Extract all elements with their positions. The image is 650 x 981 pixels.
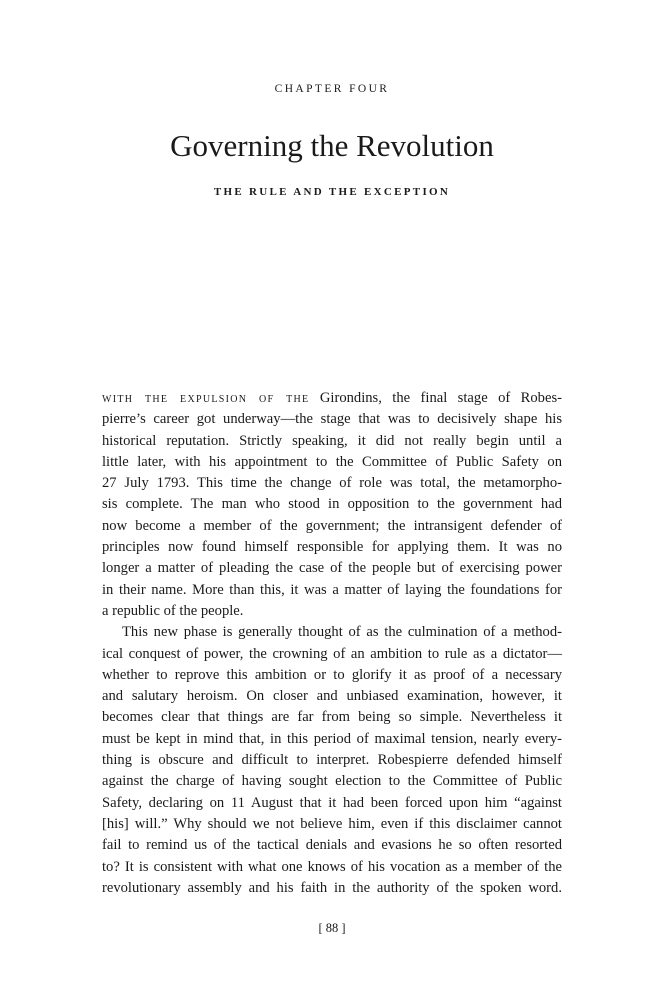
chapter-title: Governing the Revolution bbox=[170, 128, 494, 163]
text-line: longer a matter of pleading the case of the people but of exercising power bbox=[102, 560, 562, 577]
lead-in-smallcaps: with the expulsion of the bbox=[102, 390, 310, 406]
text-line-content: Girondins, the final stage of Robes- bbox=[309, 390, 562, 406]
text-line: 27 July 1793. This time the change of role was total, the metamorpho- bbox=[102, 475, 562, 492]
text-line bbox=[102, 388, 562, 409]
text-line: becomes clear that things are far from being so simple. Nevertheless it bbox=[102, 709, 562, 726]
chapter-subtitle: THE RULE AND THE EXCEPTION bbox=[213, 186, 451, 198]
text-line: historical reputation. Strictly speaking, it did not really begin until a bbox=[102, 432, 562, 449]
text-line: must be kept in mind that, in this period of maximal tension, nearly every- bbox=[102, 730, 562, 747]
text-line: fail to remind us of the tactical denials and evasions he so often resorted bbox=[102, 837, 562, 854]
text-line: sis complete. The man who stood in opposition to the government had bbox=[102, 496, 562, 513]
text-line: against the charge of having sought election to the Committee of Public bbox=[102, 773, 562, 790]
text-line: whether to reprove this ambition or to glorify it as proof of a necessary bbox=[102, 666, 562, 683]
text-line: thing is obscure and difficult to interpret. Robespierre defended himself bbox=[102, 752, 562, 769]
text-line: in their name. More than this, it was a matter of laying the foundations for bbox=[102, 581, 562, 598]
chapter-label: CHAPTER FOUR bbox=[274, 83, 390, 95]
text-line: Safety, declaring on 11 August that it had been forced upon him “against bbox=[102, 794, 562, 811]
text-line-last: a republic of the people. bbox=[102, 602, 244, 619]
text-line: revolutionary assembly and his faith in the authority of the spoken word. bbox=[102, 879, 562, 896]
text-line: pierre’s career got underway—the stage that was to decisively shape his bbox=[102, 411, 562, 428]
page-number: [ 88 ] bbox=[318, 921, 346, 935]
text-line-paragraph-start: This new phase is generally thought of as the culmination of a method- bbox=[122, 624, 562, 641]
text-line: and salutary heroism. On closer and unbiased examination, however, it bbox=[102, 688, 562, 705]
body-text bbox=[102, 388, 562, 899]
text-line: to? It is consistent with what one knows of his vocation as a member of the bbox=[102, 858, 562, 875]
text-line: principles now found himself responsible for applying them. It was no bbox=[102, 539, 562, 556]
text-line: ical conquest of power, the crowning of an ambition to rule as a dictator— bbox=[102, 645, 562, 662]
text-line: now become a member of the government; the intransigent defender of bbox=[102, 517, 562, 534]
text-line: [his] will.” Why should we not believe him, even if this disclaimer cannot bbox=[102, 815, 562, 832]
text-line: little later, with his appointment to the Committee of Public Safety on bbox=[102, 453, 562, 470]
